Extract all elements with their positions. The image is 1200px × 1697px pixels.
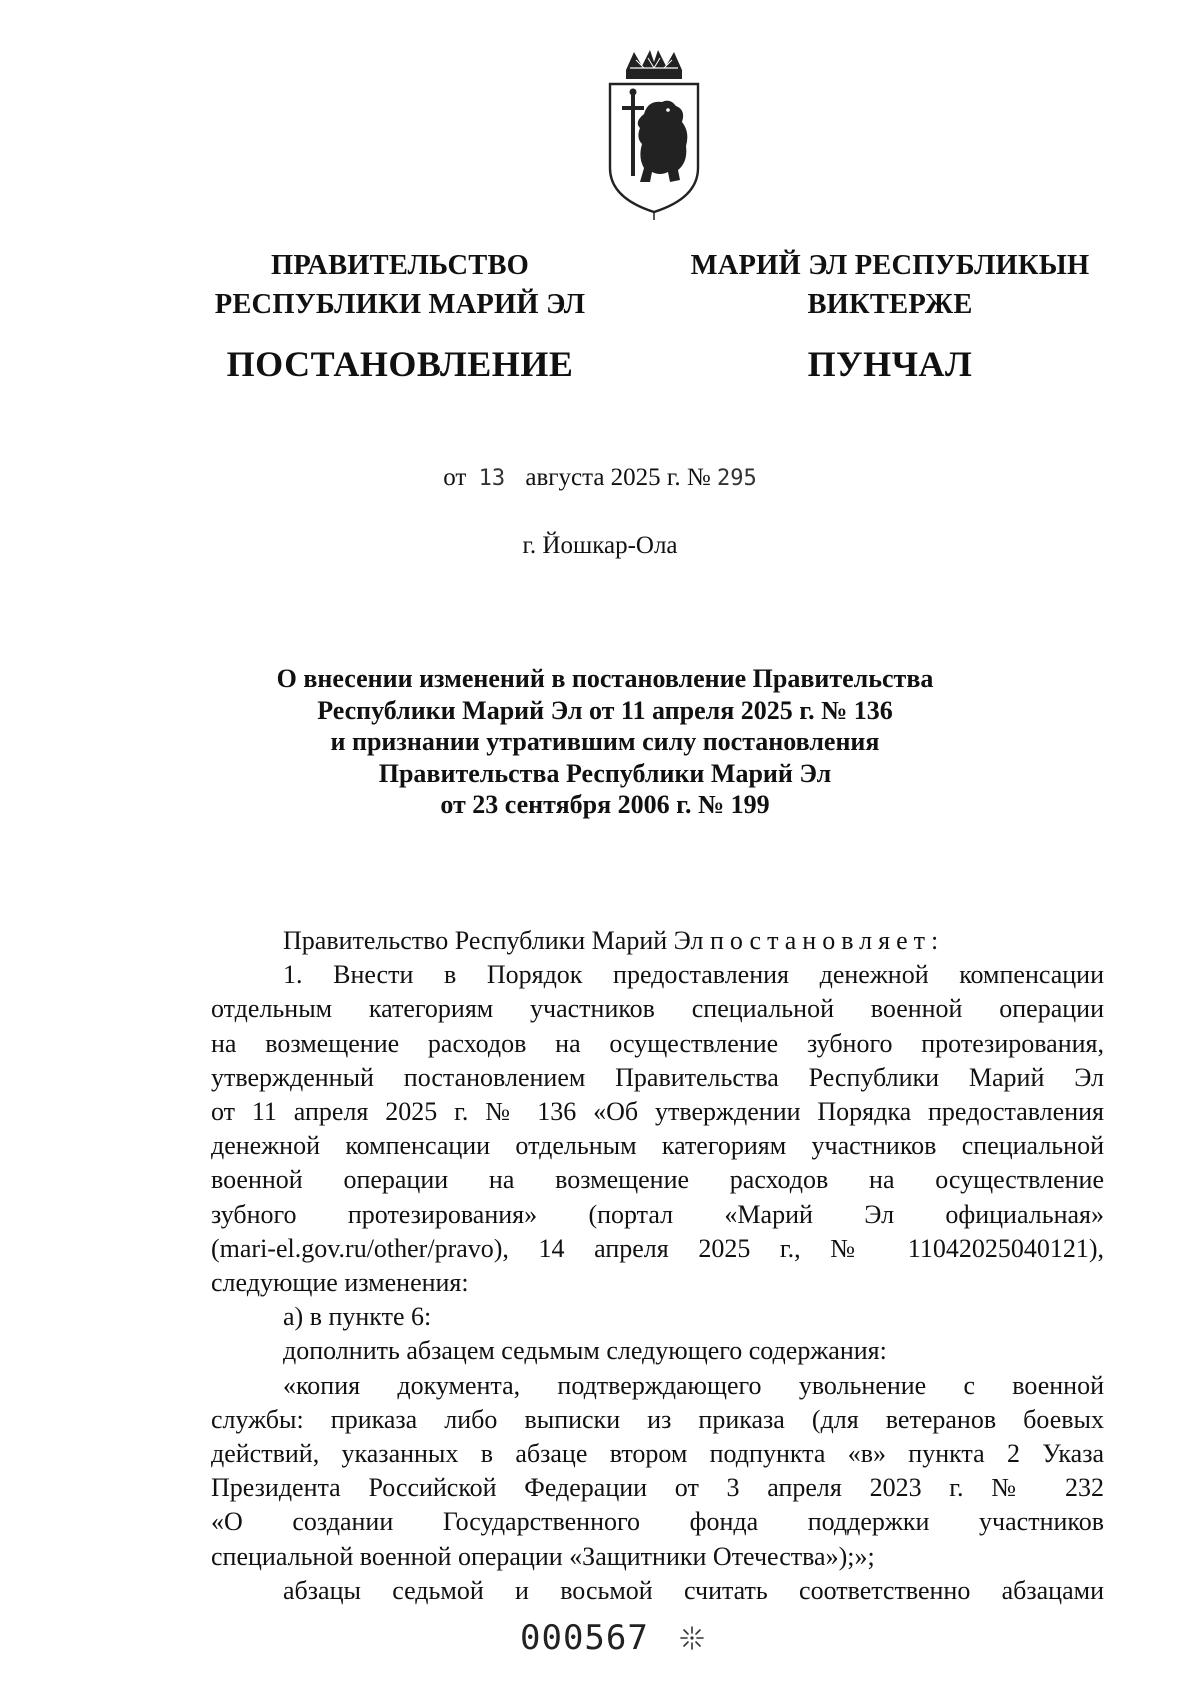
body-line: на возмещение расходов на осуществление зубного протезирования, xyxy=(211,1028,1104,1058)
body-line: «копия документа, подтверждающего увольнение с военной xyxy=(283,1370,1104,1400)
date-prefix: от xyxy=(443,464,467,491)
document-body xyxy=(211,924,1104,1608)
body-line: дополнить абзацем седьмым следующего содержания: xyxy=(283,1336,887,1366)
body-line: военной операции на возмещение расходов на осуществление xyxy=(211,1165,1104,1195)
org-name-mari-line2: ВИКТЕРЖЕ xyxy=(807,289,973,320)
body-line: службы: приказа либо выписки из приказа (для ветеранов боевых xyxy=(211,1404,1104,1434)
title-line: от 23 сентября 2006 г. № 199 xyxy=(440,790,770,819)
header-left xyxy=(195,246,605,384)
title-line: и признании утратившим силу постановления xyxy=(330,727,880,756)
document-title xyxy=(200,663,1010,821)
coat-of-arms-bear-icon xyxy=(604,48,704,222)
org-name-mari-line1: МАРИЙ ЭЛ РЕСПУБЛИКЫН xyxy=(690,250,1090,281)
title-line: Республики Марий Эл от 11 апреля 2025 г. № 136 xyxy=(317,695,893,725)
date-month-year: августа 2025 г. № xyxy=(525,464,711,491)
intro-text: Правительство Республики Марий Эл xyxy=(283,926,704,955)
body-line: а) в пункте 6: xyxy=(283,1302,432,1332)
title-line: Правительства Республики Марий Эл xyxy=(378,758,832,788)
city: г. Йошкар-Ола xyxy=(522,532,678,559)
body-line: абзацы седьмой и восьмой считать соответственно абзацами xyxy=(283,1575,1104,1605)
body-line: утвержденный постановлением Правительства Республики Марий Эл xyxy=(211,1062,1104,1092)
footer xyxy=(520,1618,705,1658)
intro-spaced: постановляет: xyxy=(709,926,945,955)
header-right xyxy=(665,246,1115,384)
document-date-line xyxy=(0,463,1200,494)
body-line: действий, указанных в абзаце втором подпункта «в» пункта 2 Указа xyxy=(211,1439,1104,1469)
org-name-ru-line2: РЕСПУБЛИКИ МАРИЙ ЭЛ xyxy=(214,289,586,320)
body-line: зубного протезирования» (портал «Марий Эл официальная» xyxy=(211,1199,1104,1229)
body-line: следующие изменения: xyxy=(211,1268,469,1298)
security-star-icon xyxy=(679,1625,705,1651)
serial-number: 000567 xyxy=(520,1618,649,1658)
org-name-ru-line1: ПРАВИТЕЛЬСТВО xyxy=(270,250,530,281)
body-line: (mari-el.gov.ru/other/pravo), 14 апреля 2025 г., № 11042025040121), xyxy=(211,1233,1104,1263)
body-line: от 11 апреля 2025 г. № 136 «Об утверждении Порядка предоставления xyxy=(211,1097,1104,1127)
doc-type-mari: ПУНЧАЛ xyxy=(807,344,973,384)
title-line: О внесении изменений в постановление Правительства xyxy=(276,664,934,693)
doc-type-ru: ПОСТАНОВЛЕНИЕ xyxy=(226,344,574,384)
date-day: 13 xyxy=(478,466,506,491)
body-line: денежной компенсации отдельным категориям участников специальной xyxy=(211,1131,1104,1161)
body-line: «О создании Государственного фонда поддержки участников xyxy=(211,1507,1104,1537)
body-line: 1. Внести в Порядок предоставления денежной компенсации xyxy=(283,960,1104,990)
document-number: 295 xyxy=(716,466,757,491)
body-line: Президента Российской Федерации от 3 апреля 2023 г. № 232 xyxy=(211,1473,1104,1503)
body-line: отдельным категориям участников специальной военной операции xyxy=(211,994,1104,1024)
body-line: специальной военной операции «Защитники Отечества»);»; xyxy=(211,1541,875,1571)
body-intro xyxy=(211,924,1104,958)
